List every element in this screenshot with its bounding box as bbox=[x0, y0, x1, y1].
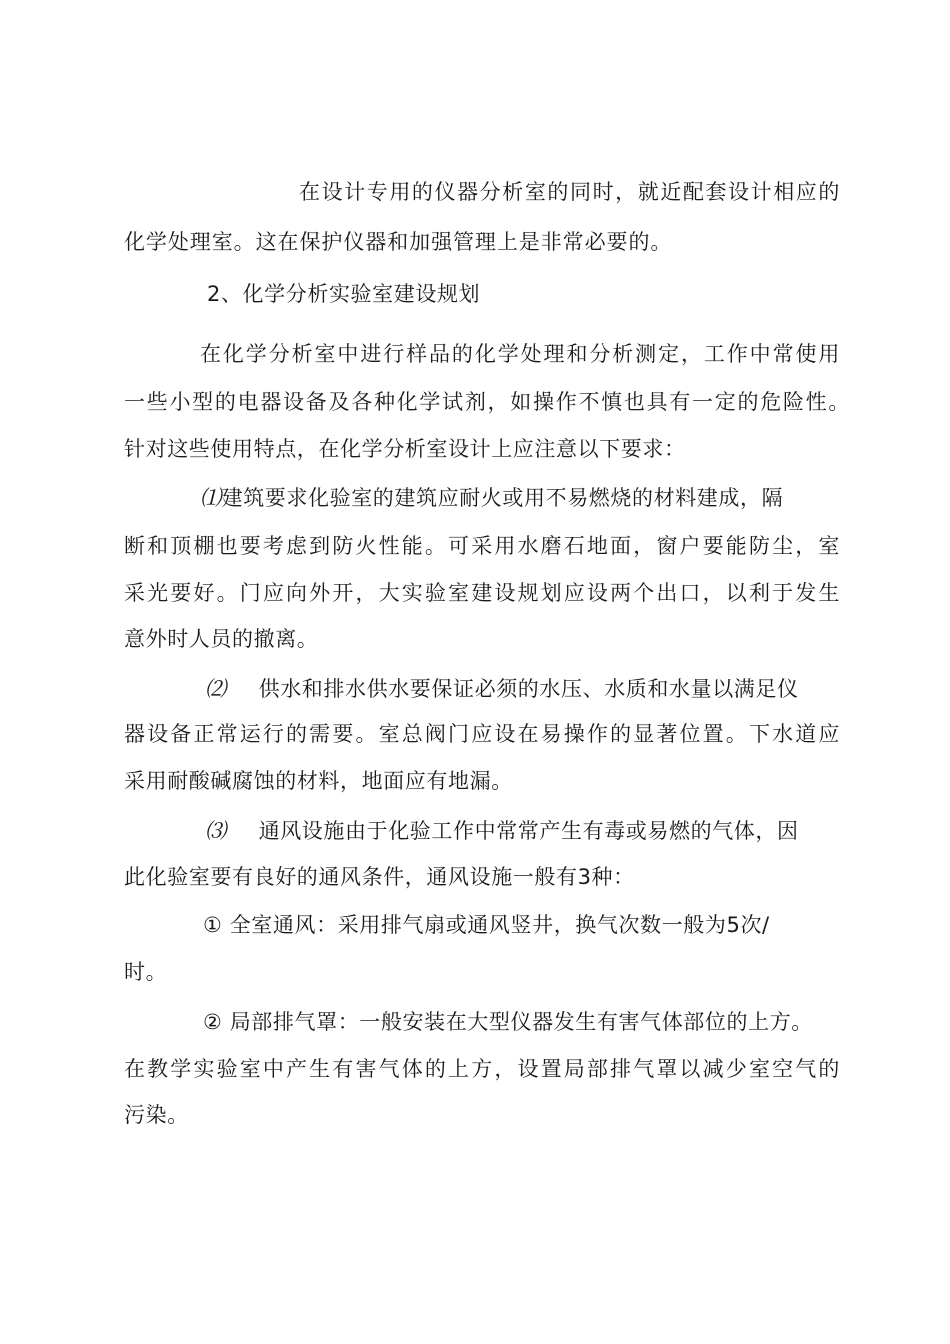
paragraph-line: 化学处理室。这在保护仪器和加强管理上是非常必要的。 bbox=[124, 230, 672, 254]
list-item-1 bbox=[200, 483, 840, 513]
section-heading: 2、化学分析实验室建设规划 bbox=[207, 282, 481, 306]
list-item-2 bbox=[205, 674, 840, 704]
paragraph-line: 针对这些使用特点，在化学分析室设计上应注意以下要求： bbox=[124, 437, 686, 461]
paragraph-line: 器设备正常运行的需要。室总阀门应设在易操作的显著位置。下水道应 bbox=[124, 722, 840, 746]
item-number: ⑶ bbox=[205, 819, 227, 843]
paragraph-line: 采用耐酸碱腐蚀的材料，地面应有地漏。 bbox=[124, 769, 513, 793]
paragraph-line: 建筑要求化验室的建筑应耐火或用不易燃烧的材料建成，隔 bbox=[221, 486, 784, 510]
paragraph-line: 采光要好。门应向外开，大实验室建设规划应设两个出口，以利于发生 bbox=[124, 581, 840, 605]
paragraph-line: 通风设施由于化验工作中常常产生有毒或易燃的气体，因 bbox=[258, 819, 799, 843]
paragraph-line: 在教学实验室中产生有害气体的上方，设置局部排气罩以减少室空气的 bbox=[124, 1057, 840, 1081]
paragraph-line: 此化验室要有良好的通风条件，通风设施一般有3种： bbox=[124, 865, 635, 889]
list-item-3 bbox=[205, 816, 840, 846]
paragraph-line: 断和顶棚也要考虑到防火性能。可采用水磨石地面，窗户要能防尘，室 bbox=[124, 534, 840, 558]
paragraph-line: 意外时人员的撤离。 bbox=[124, 627, 319, 651]
item-number: ⑴ bbox=[200, 486, 222, 510]
item-number: ⑵ bbox=[205, 677, 227, 701]
paragraph-line: 供水和排水供水要保证必须的水压、水质和水量以满足仪 bbox=[258, 677, 799, 701]
paragraph-line: 污染。 bbox=[124, 1103, 189, 1127]
paragraph-line: 一些小型的电器设备及各种化学试剂，如操作不慎也具有一定的危险性。 bbox=[124, 390, 850, 414]
paragraph-line: ① 全室通风：采用排气扇或通风竖井，换气次数一般为5次/ bbox=[203, 913, 770, 937]
paragraph-line: 在设计专用的仪器分析室的同时，就近配套设计相应的 bbox=[299, 180, 840, 204]
paragraph-line: 在化学分析室中进行样品的化学处理和分析测定，工作中常使用 bbox=[200, 342, 840, 366]
paragraph-line: ② 局部排气罩：一般安装在大型仪器发生有害气体部位的上方。 bbox=[203, 1010, 813, 1034]
paragraph-line: 时。 bbox=[124, 960, 168, 984]
